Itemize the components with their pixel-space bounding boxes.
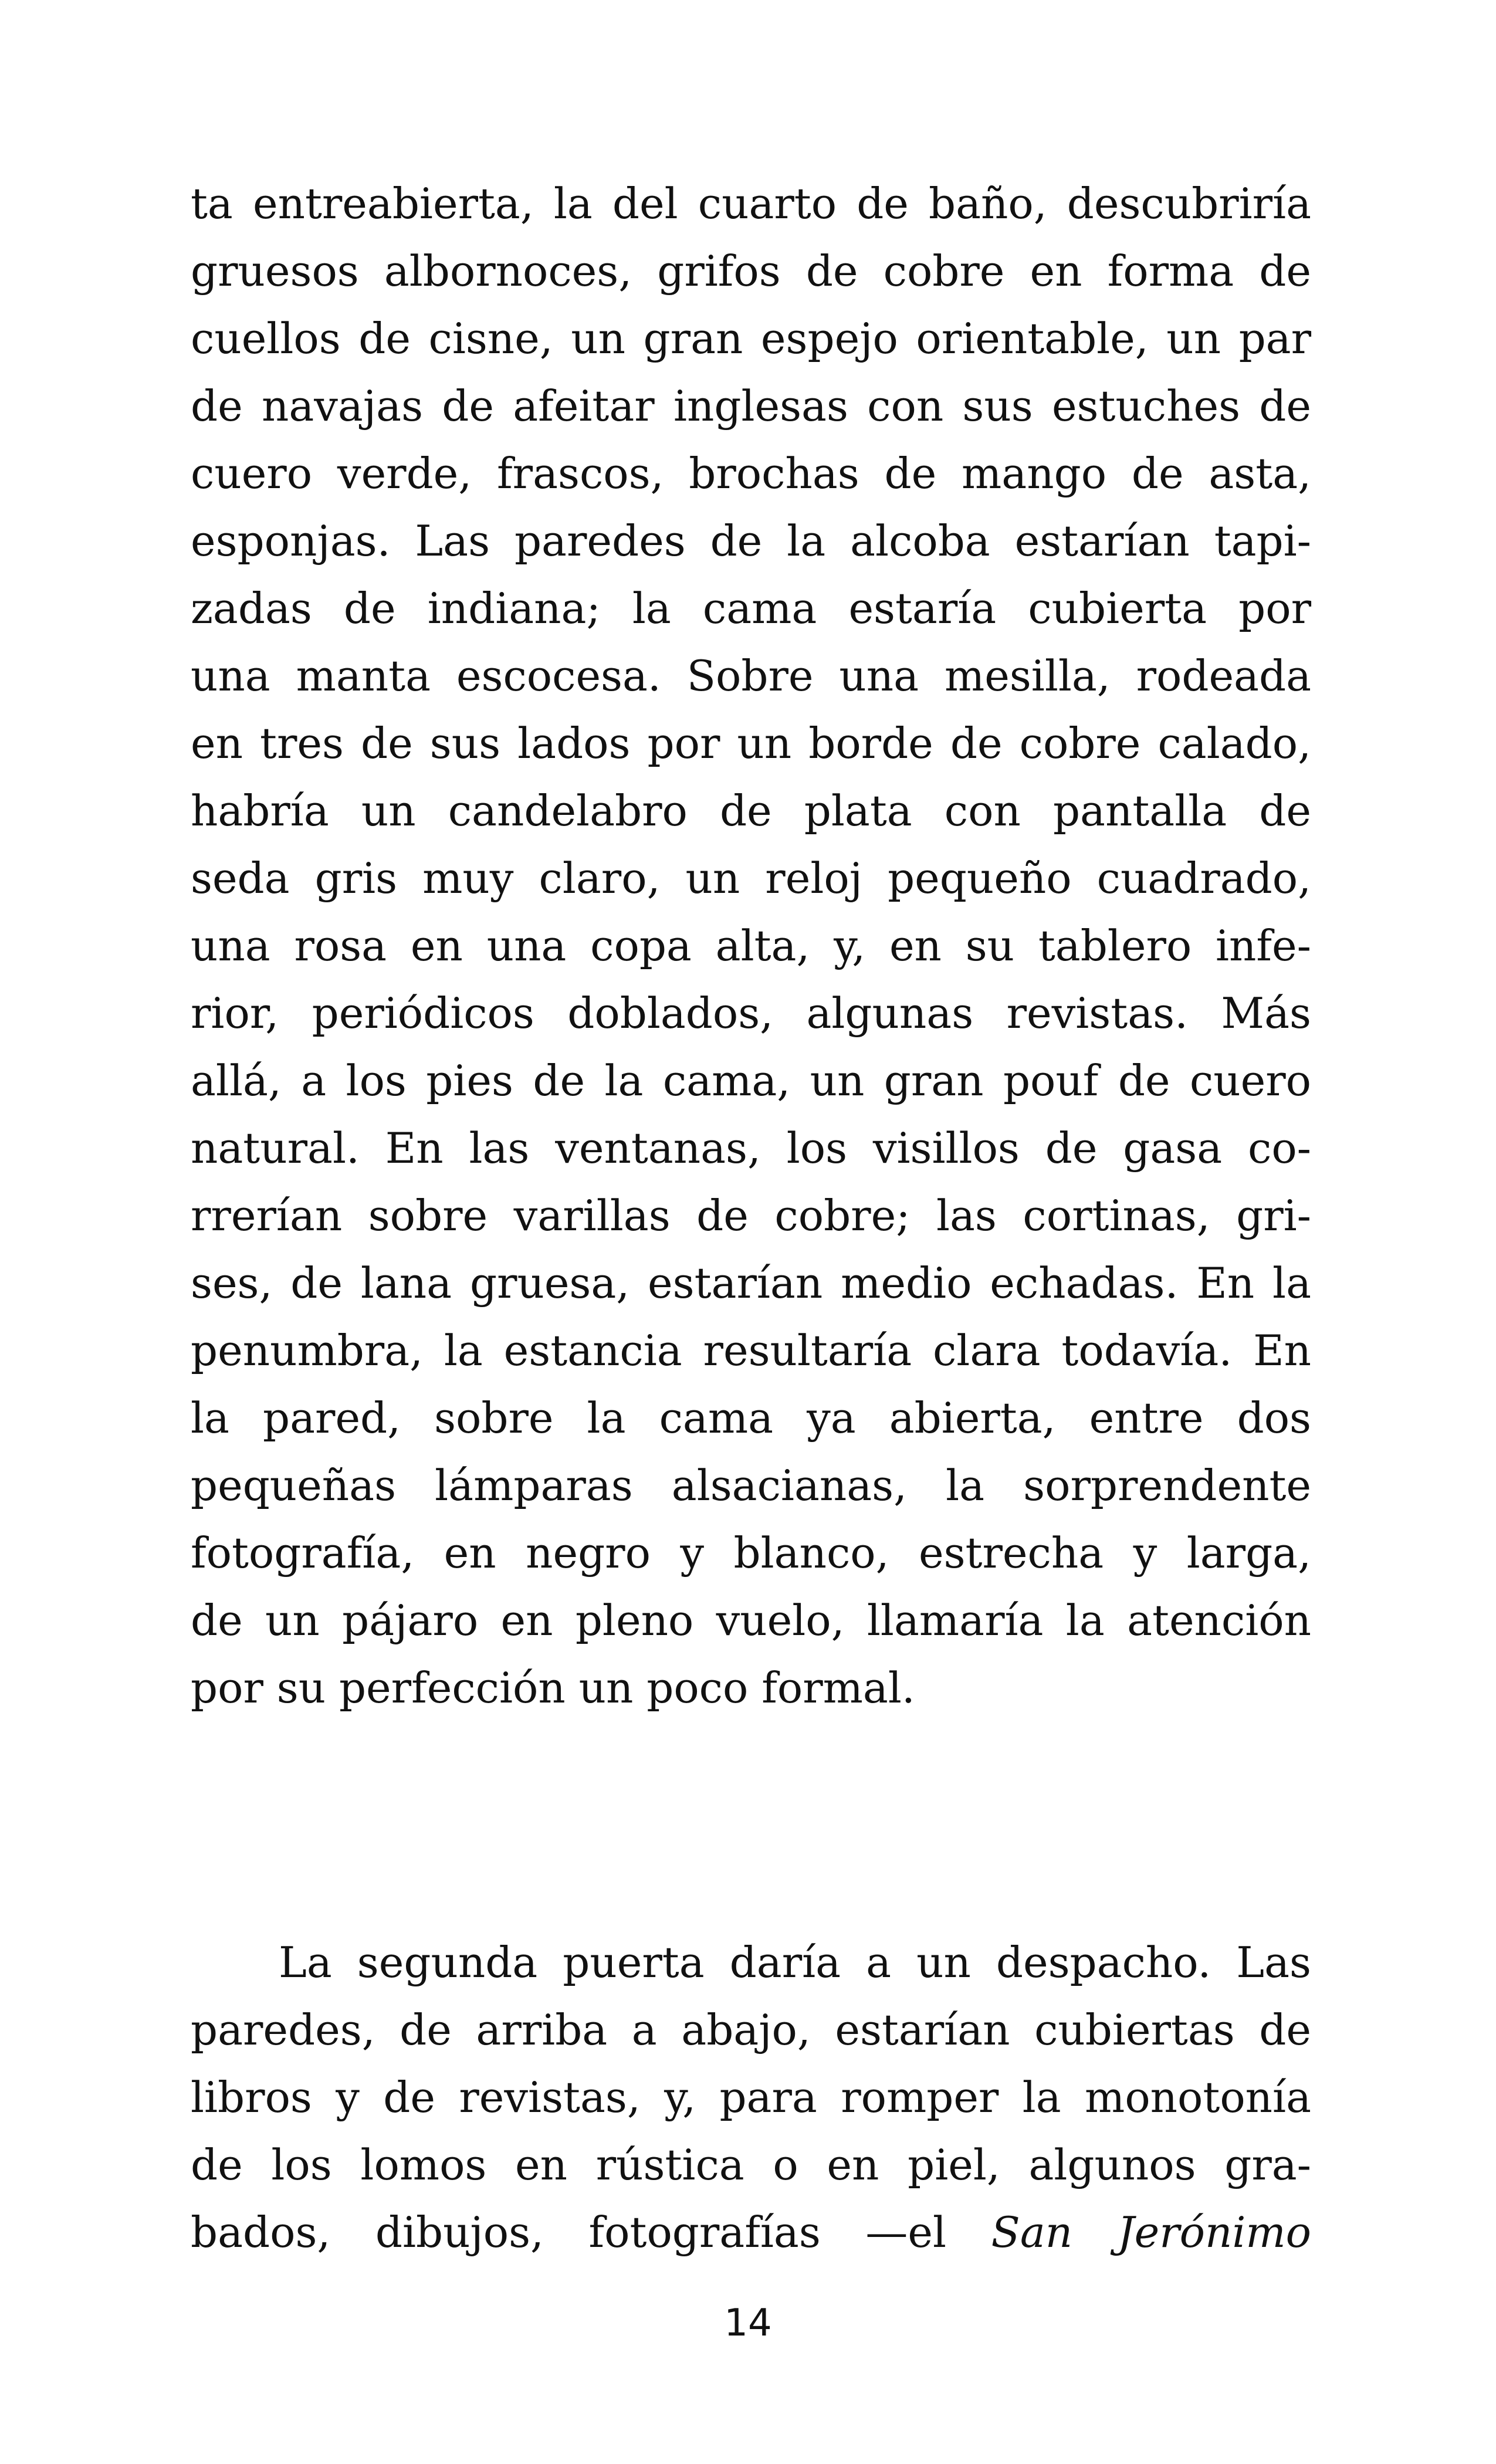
text-line: fotografía, en negro y blanco, estrecha y larga,: [191, 1528, 1311, 1578]
text-line: penumbra, la estancia resultaría clara todavía. En: [191, 1326, 1311, 1375]
text-line: cuero verde, frascos, brochas de mango de asta,: [191, 449, 1311, 498]
italic-title: San Jerónimo: [991, 2208, 1311, 2257]
text-line: la pared, sobre la cama ya abierta, entre dos: [191, 1393, 1311, 1443]
text-line: paredes, de arriba a abajo, estarían cubiertas de: [191, 2005, 1311, 2055]
text-line: rior, periódicos doblados, algunas revistas. Más: [191, 989, 1311, 1038]
text-line: en tres de sus lados por un borde de cobre calado,: [191, 719, 1311, 768]
text-line: ta entreabierta, la del cuarto de baño, descubriría: [191, 179, 1311, 228]
text-line: de navajas de afeitar inglesas con sus estuches de: [191, 381, 1311, 431]
text-line: una manta escocesa. Sobre una mesilla, rodeada: [191, 651, 1311, 700]
text-line: rrerían sobre varillas de cobre; las cortinas, gri-: [191, 1191, 1311, 1240]
page-number: 14: [724, 2301, 772, 2345]
text-line: gruesos albornoces, grifos de cobre en forma de: [191, 246, 1311, 296]
text-line: zadas de indiana; la cama estaría cubierta por: [191, 584, 1311, 633]
text-line: pequeñas lámparas alsacianas, la sorprendente: [191, 1461, 1311, 1510]
text-line: seda gris muy claro, un reloj pequeño cuadrado,: [191, 854, 1311, 903]
text-line: habría un candelabro de plata con pantalla de: [191, 786, 1311, 835]
text-line: libros y de revistas, y, para romper la monotonía: [191, 2073, 1311, 2122]
text-line: una rosa en una copa alta, y, en su tablero infe-: [191, 921, 1311, 970]
text-line-prefix: bados, dibujos, fotografías —el: [191, 2208, 991, 2257]
text-line: natural. En las ventanas, los visillos de gasa co-: [191, 1123, 1311, 1173]
text-line: esponjas. Las paredes de la alcoba estarían tapi-: [191, 516, 1311, 566]
text-line: La segunda puerta daría a un despacho. Las: [279, 1938, 1311, 1987]
paragraph-2: [191, 1929, 1311, 2266]
text-line: allá, a los pies de la cama, un gran pouf de cuero: [191, 1056, 1311, 1105]
text-line: de un pájaro en pleno vuelo, llamaría la atención: [191, 1596, 1311, 1645]
paragraph-1: [191, 170, 1311, 1722]
text-line: por su perfección un poco formal.: [191, 1663, 915, 1712]
text-line: ses, de lana gruesa, estarían medio echadas. En la: [191, 1258, 1311, 1308]
text-line: cuellos de cisne, un gran espejo orientable, un par: [191, 314, 1311, 363]
text-line: de los lomos en rústica o en piel, algunos gra-: [191, 2140, 1311, 2189]
text-line: [191, 2199, 1311, 2266]
